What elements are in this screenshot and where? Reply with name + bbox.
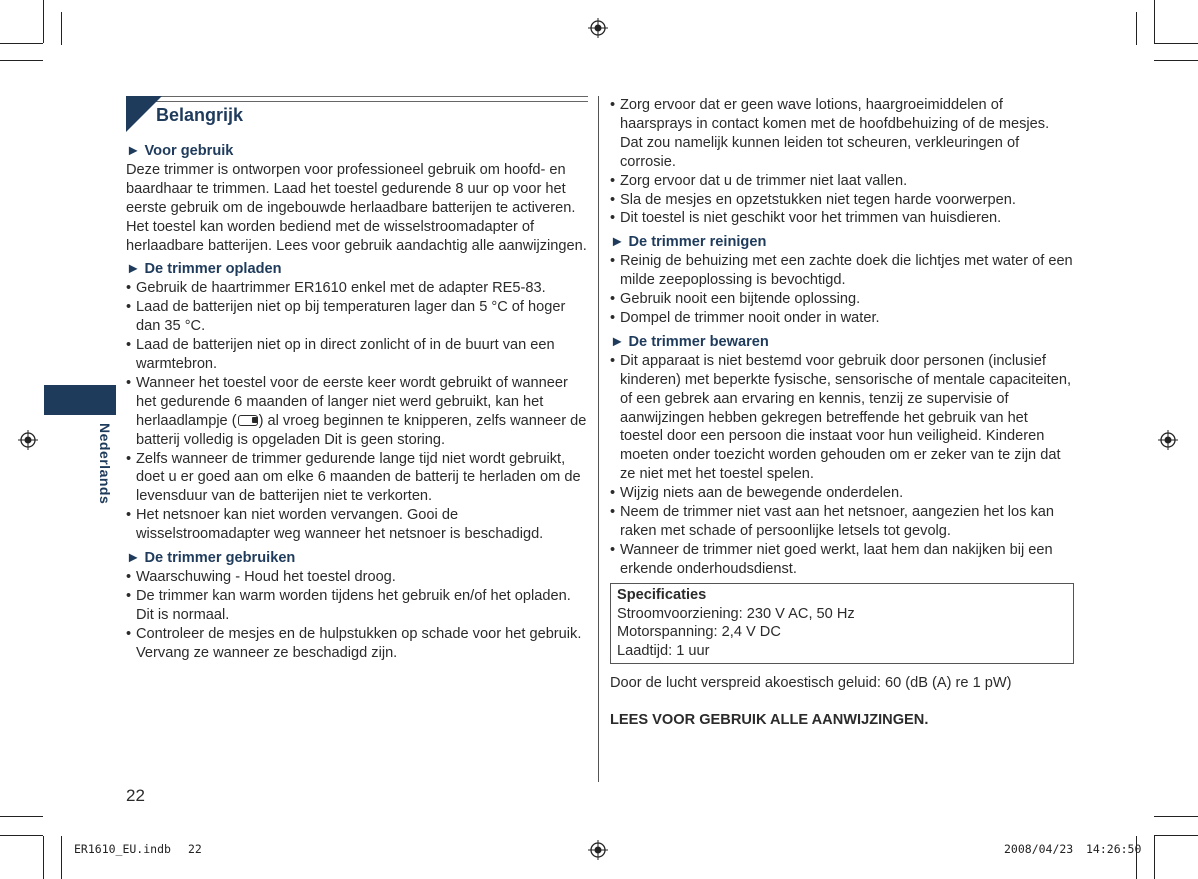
precaution-continuation: Dat zou namelijk kunnen leiden tot scheuren, verkleuringen of corrosie.	[620, 134, 1020, 170]
column-divider	[598, 96, 599, 782]
crop-mark	[61, 836, 62, 879]
right-column	[610, 96, 1074, 730]
important-banner	[126, 96, 588, 132]
crop-mark	[0, 816, 43, 817]
banner-title: Belangrijk	[156, 105, 244, 125]
opladen-list	[126, 279, 588, 544]
crop-mark	[61, 12, 62, 45]
list-item: • Controleer de mesjes en de hulpstukken op schade voor het gebruik. Vervang ze wanneer ze beschadigd zijn.	[126, 625, 588, 663]
list-item: • Neem de trimmer niet vast aan het netsnoer, aangezien het los kan raken met schade of persoonlijke letsels tot gevolg.	[610, 503, 1074, 541]
registration-mark-icon	[18, 430, 38, 450]
charge-lamp-icon	[238, 415, 258, 426]
crop-mark	[1136, 12, 1137, 45]
spec-line: Motorspanning: 2,4 V DC	[617, 624, 781, 641]
list-item: • Reinig de behuizing met een zachte doek die lichtjes met water of een milde zeepoplossing is bevochtigd.	[610, 252, 1074, 290]
list-item: • Laad de batterijen niet op bij temperaturen lager dan 5 °C of hoger dan 35 °C.	[126, 298, 588, 336]
specifications-box	[610, 583, 1074, 665]
crop-mark	[0, 43, 43, 44]
list-item: • Zorg ervoor dat u de trimmer niet laat vallen.	[610, 172, 1074, 191]
crop-mark	[1154, 60, 1198, 61]
section-heading-opladen: ► De trimmer opladen	[126, 261, 282, 278]
registration-mark-icon	[588, 18, 608, 38]
language-label: Nederlands	[97, 423, 113, 505]
list-item: • Wijzig niets aan de bewegende onderdelen.	[610, 484, 1074, 503]
crop-mark	[1154, 816, 1198, 817]
list-item: • Laad de batterijen niet op in direct zonlicht of in de buurt van een warmtebron.	[126, 336, 588, 374]
section-heading-bewaren: ► De trimmer bewaren	[610, 333, 769, 350]
list-item: • Wanneer de trimmer niet goed werkt, laat hem dan nakijken bij een erkende onderhoudsdienst.	[610, 541, 1074, 579]
noise-statement: Door de lucht verspreid akoestisch geluid: 60 (dB (A) re 1 pW)	[610, 675, 1012, 692]
gebruiken-list	[126, 568, 588, 663]
crop-mark	[1154, 0, 1155, 43]
read-instructions-notice: LEES VOOR GEBRUIK ALLE AANWIJZINGEN.	[610, 712, 929, 729]
list-item: • Dit toestel is niet geschikt voor het trimmen van huisdieren.	[610, 209, 1074, 228]
language-tab	[44, 385, 116, 415]
list-item: • De trimmer kan warm worden tijdens het gebruik en/of het opladen. Dit is normaal.	[126, 587, 588, 625]
crop-mark	[43, 0, 44, 43]
list-item: • Het netsnoer kan niet worden vervangen. Gooi de wisselstroomadapter weg wanneer het netsnoer is beschadigd.	[126, 506, 588, 544]
list-item: • Zelfs wanneer de trimmer gedurende lange tijd niet wordt gebruikt, doet u er goed aan om elke 6 maanden de batterij te herladen om de levensduur van de batterijen niet te verkorten.	[126, 450, 588, 507]
crop-mark	[0, 60, 43, 61]
crop-mark	[1154, 836, 1155, 879]
footer-time: 14:26:50	[1086, 842, 1142, 856]
spec-line: Laadtijd: 1 uur	[617, 643, 710, 660]
intro-paragraph: Deze trimmer is ontworpen voor professioneel gebruik om hoofd- en baardhaar te trimmen. Laad het toestel gedurende 8 uur op voor het eerste gebruik om de ingebouwde herlaadbare batterijen te activeren. Het toestel kan worden bediend met de wisselstroomadapter of herlaadbare batterijen. Lees voor gebruik aandachtig alle aanwijzingen.	[126, 161, 587, 254]
lamp-text-after: ) al vroeg beginnen te knipperen, zelfs wanneer de batterij volledig is opgeladen Dit is geen storing.	[136, 412, 587, 448]
footer-file: ER1610_EU.indb	[74, 842, 171, 856]
list-item: • Gebruik nooit een bijtende oplossing.	[610, 290, 1074, 309]
bewaren-list	[610, 352, 1074, 579]
crop-mark	[0, 835, 43, 836]
list-item: • Gebruik de haartrimmer ER1610 enkel met de adapter RE5-83.	[126, 279, 588, 298]
precautions-list	[610, 96, 1074, 228]
list-item: • Sla de mesjes en opzetstukken niet tegen harde voorwerpen.	[610, 191, 1074, 210]
list-item	[610, 96, 1074, 172]
banner-rule	[126, 101, 588, 102]
banner-rule	[126, 96, 588, 97]
reinigen-list	[610, 252, 1074, 328]
lamp-text-before: Wanneer het toestel voor de eerste keer wordt gebruikt of wanneer het gedurende 6 maanden of langer niet werd gebruikt, kan het herlaadlampje (	[136, 374, 568, 429]
registration-mark-icon	[1158, 430, 1178, 450]
crop-mark	[1154, 43, 1198, 44]
spec-line: Stroomvoorziening: 230 V AC, 50 Hz	[617, 605, 855, 622]
section-heading-voor-gebruik: ► Voor gebruik	[126, 143, 234, 159]
list-item: • Waarschuwing - Houd het toestel droog.	[126, 568, 588, 587]
page-number: 22	[126, 786, 145, 805]
section-heading-reinigen: ► De trimmer reinigen	[610, 234, 767, 251]
crop-mark	[43, 836, 44, 879]
precaution-text: Zorg ervoor dat er geen wave lotions, haargroeimiddelen of haarsprays in contact komen met de hoofdbehuizing of de mesjes.	[620, 97, 1050, 132]
list-item: • Dompel de trimmer nooit onder in water.	[610, 309, 1074, 328]
section-heading-gebruiken: ► De trimmer gebruiken	[126, 550, 296, 567]
footer-date: 2008/04/23	[1004, 842, 1074, 856]
list-item	[126, 374, 588, 450]
list-item: • Dit apparaat is niet bestemd voor gebruik door personen (inclusief kinderen) met beperkte fysische, sensorische of mentale capaciteiten, of een gebrek aan ervaring en kennis, tenzij ze supervisie of aanwijzingen hebben gekregen betreffende het gebruik van het toestel door een persoon die instaat voor hun veiligheid. Kinderen moeten onder toezicht worden gehouden om er zeker van te zijn dat ze niet met het toestel spelen.	[610, 352, 1074, 484]
registration-mark-icon	[588, 840, 608, 860]
footer-file-page: 22	[188, 842, 202, 856]
left-column	[126, 96, 588, 662]
crop-mark	[1154, 835, 1198, 836]
specifications-title: Specificaties	[617, 586, 707, 603]
